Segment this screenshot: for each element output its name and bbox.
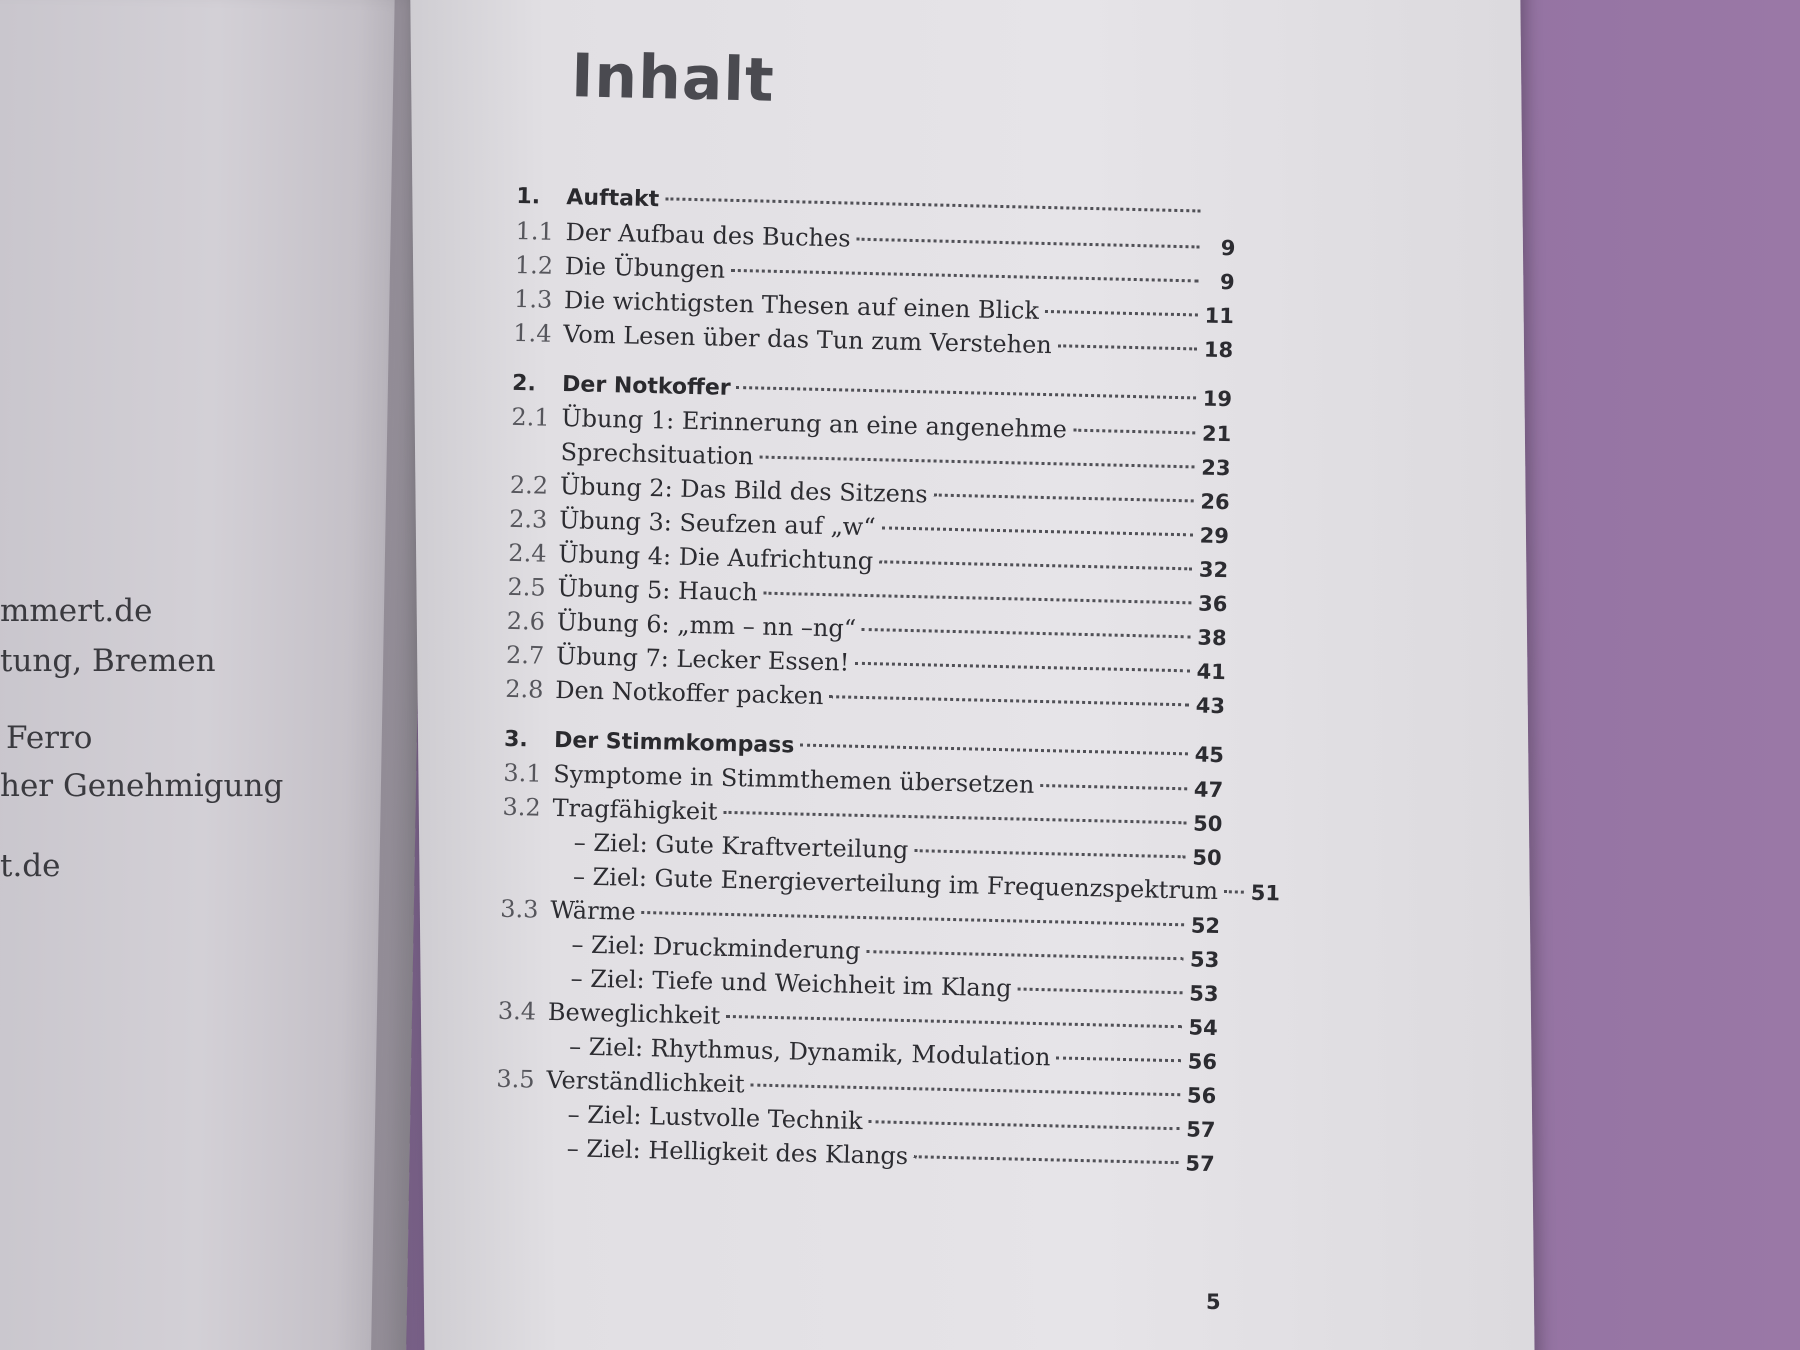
chapter-page-number: 45 xyxy=(1194,742,1225,768)
entry-page-number: 18 xyxy=(1203,337,1234,363)
table-of-contents xyxy=(494,40,1281,1196)
left-page-fragment: tung, Bremen xyxy=(0,643,216,679)
entry-page-number: 36 xyxy=(1197,591,1228,617)
dot-leader xyxy=(1224,890,1244,893)
entry-page-number: 29 xyxy=(1199,523,1230,549)
dot-leader xyxy=(869,1120,1180,1130)
entry-page-number: 26 xyxy=(1200,489,1230,515)
entry-title: Übung 7: Lecker Essen! xyxy=(555,641,850,677)
entry-page-number: 43 xyxy=(1195,693,1226,719)
entry-number xyxy=(495,1155,545,1156)
dot-leader xyxy=(855,662,1190,673)
entry-number xyxy=(502,849,552,850)
dot-leader xyxy=(1018,988,1183,995)
entry-title: Übung 2: Das Bild des Sitzens xyxy=(559,472,928,509)
entry-title: Übung 6: „mm – nn –ng“ xyxy=(556,607,857,643)
dot-leader xyxy=(1045,310,1198,316)
entry-title: Den Notkoffer packen xyxy=(554,675,824,711)
entry-number xyxy=(495,1121,545,1122)
entry-number: 2.7 xyxy=(505,640,545,670)
entry-title: Übung 3: Seufzen auf „w“ xyxy=(558,506,876,542)
dot-leader xyxy=(737,386,1196,399)
entry-page-number: 23 xyxy=(1200,455,1231,481)
dot-leader xyxy=(764,592,1192,605)
entry-number xyxy=(501,883,551,884)
entry-number xyxy=(510,459,560,460)
chapter-title: Der Notkoffer xyxy=(561,372,731,401)
dot-leader xyxy=(726,1015,1182,1028)
chapter-title: Der Stimmkompass xyxy=(553,727,795,759)
dot-leader xyxy=(760,456,1195,469)
entry-number: 3.3 xyxy=(499,894,539,924)
entry-page-number: 11 xyxy=(1204,303,1235,329)
dot-leader xyxy=(1073,429,1195,435)
entry-page-number: 56 xyxy=(1187,1049,1218,1075)
entry-number: 2.4 xyxy=(508,538,547,568)
entry-title: – Ziel: Gute Kraftverteilung xyxy=(573,828,909,865)
entry-page-number: 53 xyxy=(1189,981,1219,1007)
entry-title: Der Aufbau des Buches xyxy=(565,218,851,253)
entry-title: Symptome in Stimmthemen übersetzen xyxy=(553,759,1035,799)
dot-leader xyxy=(800,744,1188,756)
dot-leader xyxy=(665,197,1200,212)
dot-leader xyxy=(879,560,1192,570)
entry-title: – Ziel: Druckminderung xyxy=(571,930,861,965)
entry-title: – Ziel: Helligkeit des Klangs xyxy=(566,1134,909,1171)
dot-leader xyxy=(1040,784,1187,790)
entry-page-number: 56 xyxy=(1186,1083,1217,1109)
page-number: 5 xyxy=(1206,1290,1221,1314)
entry-page-number: 21 xyxy=(1201,421,1232,447)
entry-page-number: 41 xyxy=(1196,659,1227,685)
entry-number: 3.4 xyxy=(497,996,537,1026)
left-page-fragment: her Genehmigung xyxy=(0,768,284,804)
dot-leader xyxy=(881,526,1192,536)
entry-number: 2.6 xyxy=(506,606,546,636)
entry-number xyxy=(499,951,549,952)
chapter-number: 1. xyxy=(516,183,541,210)
entry-number: 3.2 xyxy=(502,792,542,822)
chapter-number: 3. xyxy=(503,726,529,753)
entry-number: 1.1 xyxy=(515,216,555,246)
entry-page-number: 54 xyxy=(1188,1015,1219,1041)
entry-page-number: 47 xyxy=(1193,777,1224,803)
toc-chapter xyxy=(505,366,1233,722)
entry-title: Wärme xyxy=(549,895,636,926)
entry-page-number: 9 xyxy=(1220,235,1236,261)
entry-page-number: 52 xyxy=(1190,913,1221,939)
dot-leader xyxy=(731,269,1199,283)
dot-leader xyxy=(1056,1056,1181,1062)
chapter-title: Auftakt xyxy=(566,185,660,213)
page-title: Inhalt xyxy=(570,41,776,116)
entry-title: Beweglichkeit xyxy=(547,997,721,1030)
entry-title: Sprechsituation xyxy=(560,438,754,471)
entry-number: 1.3 xyxy=(513,284,553,314)
entry-title: Übung 5: Hauch xyxy=(557,573,758,607)
entry-title: Die Übungen xyxy=(564,252,726,284)
entry-title: Vom Lesen über das Tun zum Verstehen xyxy=(563,320,1053,360)
entry-title: – Ziel: Tiefe und Weichheit im Klang xyxy=(570,964,1012,1003)
entry-page-number: 9 xyxy=(1219,269,1235,295)
chapter-number: 2. xyxy=(511,370,537,397)
left-page-fragment: mmert.de xyxy=(0,593,153,629)
entry-page-number: 53 xyxy=(1189,947,1220,973)
entry-title: – Ziel: Gute Energieverteilung im Frequenzspektrum xyxy=(572,862,1219,906)
entry-title: Tragfähigkeit xyxy=(552,793,718,826)
entry-number: 2.2 xyxy=(509,470,549,500)
dot-leader xyxy=(862,628,1191,638)
entry-page-number: 38 xyxy=(1197,625,1227,651)
entry-number: 2.1 xyxy=(511,402,550,432)
entry-page-number: 57 xyxy=(1185,1151,1215,1177)
toc-chapter xyxy=(513,180,1237,366)
entry-page-number: 57 xyxy=(1185,1117,1216,1143)
dot-leader xyxy=(1058,344,1197,350)
entry-number: 3.5 xyxy=(496,1064,535,1094)
chapter-page-number: 19 xyxy=(1202,386,1233,412)
toc-chapters xyxy=(494,180,1281,1180)
dot-leader xyxy=(829,695,1189,706)
entry-title: – Ziel: Rhythmus, Dynamik, Modulation xyxy=(568,1032,1051,1072)
entry-number: 2.3 xyxy=(508,504,548,534)
entry-title: Übung 1: Erinnerung an eine angenehme xyxy=(561,404,1068,444)
dot-leader xyxy=(642,911,1185,926)
dot-leader xyxy=(723,811,1186,825)
entry-title: Die wichtigsten Thesen auf einen Blick xyxy=(563,286,1040,325)
dot-leader xyxy=(751,1084,1181,1097)
entry-page-number: 50 xyxy=(1192,811,1223,837)
entry-number: 1.2 xyxy=(514,250,554,280)
dot-leader xyxy=(914,849,1185,858)
entry-title: Verständlichkeit xyxy=(546,1065,745,1099)
dot-leader xyxy=(934,494,1194,503)
entry-page-number: 32 xyxy=(1198,557,1229,583)
entry-page-number: 51 xyxy=(1250,880,1281,906)
toc-chapter xyxy=(494,722,1281,1180)
dot-leader xyxy=(914,1155,1179,1164)
entry-number xyxy=(499,985,549,986)
chapter-page-number xyxy=(1206,219,1236,220)
entry-page-number: 50 xyxy=(1192,845,1222,871)
entry-title: Übung 4: Die Aufrichtung xyxy=(558,540,874,576)
entry-number: 3.1 xyxy=(503,758,542,788)
dot-leader xyxy=(857,238,1200,249)
entry-number xyxy=(497,1053,547,1054)
entry-number: 2.5 xyxy=(507,572,547,602)
entry-number: 1.4 xyxy=(513,318,552,348)
left-page-fragment: Ferro xyxy=(6,720,93,756)
left-page-fragment: t.de xyxy=(0,848,61,884)
dot-leader xyxy=(866,950,1183,960)
entry-title: – Ziel: Lustvolle Technik xyxy=(567,1100,863,1136)
entry-number: 2.8 xyxy=(504,674,544,704)
